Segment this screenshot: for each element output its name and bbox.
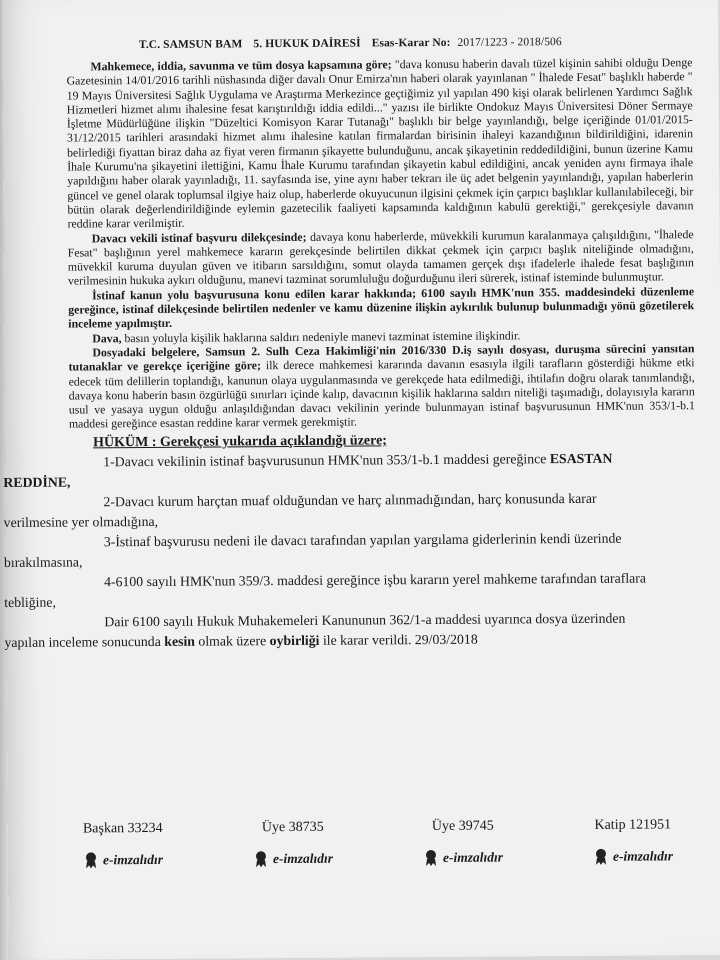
closing-statement: Dair 6100 sayılı Hukuk Muhakemeleri Kanununun 362/1-a maddesi uyarınca dosya üzerinden yapılan inceleme sonucunda kesin olmak üzere oybirliği ile karar verildi. 29/03/2018 (4, 610, 626, 650)
paragraph-court-reasoning: Mahkemece, iddia, savunma ve tüm dosya kapsamına göre; "dava konusu haberin davalı tüzel kişinin sahibi olduğu Denge Gazetesinin 14/01/2016 tarihli nüshasında diğer davalı Onur Emirza'nın haberi olarak yayınlanan " İhalede Fesat" başlıklı haberde " 19 Mayıs Üniversitesi Sağlık Uygulama ve Araştırma Merkezince geçtiğimiz yıl yapılan 490 kişi olarak belirlenen Yardımcı Sağlık Hizmetleri hizmet alımı ihalesine fesat karıştırıldığı iddia edildi..." yazısı ile birlikte Ondokuz Mayıs Üniversitesi Döner Sermaye İşletme Müdürlüğüne ilişkin "Düzeltici Komisyon Karar Tutanağı" başlıklı bir belge yayınlandığı, belge içeriğinde 01/01/2015-31/12/2015 tarihleri arasındaki hizmet alımı ihalesine katılan firmalardan birisinin ihaleyi kazandığının bildirildiğini, idarenin belirlediği fiyattan biraz daha az fiyat veren firmanın şikayette bulunduğunu, ancak şikayetinin reddedildiğini, bunun üzerine Kamu İhale Kurumu'na şikayetini ilettiğini, Kamu İhale Kurumu tarafından şikayetin kabul edildiğini, ancak yeniden aynı firmaya ihale yapıldığını haber olarak yayınladığı, 11. sayfasında ise, yine aynı haber tekrarı ile üç adet belgenin yayınlandığı, yapılan haberlerin güncel ve genel olarak toplumsal ilgiye haiz olup, haberlerde okuyucunun ilgisini çekmek için çarpıcı başlıklar kullanılabileceği, bir bütün olarak değerlendirildiğinde eylemin gazetecilik faaliyeti kapsamında kaldığının kabulü gerektiği," gerekçesiyle davanın reddine karar verilmiştir. (66, 55, 694, 231)
signer-role: Başkan 33234 (82, 820, 163, 837)
e-signature-seal-icon (253, 850, 269, 868)
document-page (2, 0, 720, 960)
document-body (3, 55, 696, 652)
judgment-item-4: 4-6100 sayılı HMK'nun 359/3. maddesi gereğince işbu kararın yerel mahkeme tarafından taraflara tebliğine, (4, 570, 647, 610)
paragraph-case-subject: Dava, basın yoluyla kişilik haklarına saldırı nedeniyle manevi tazminat istemine ilişkindir. (92, 328, 521, 346)
signer-role: Üye 39745 (431, 818, 494, 835)
signature-uye-1 (253, 820, 333, 874)
signer-role: Katip 121951 (594, 817, 672, 833)
e-signature-seal-icon (423, 849, 439, 867)
esign-mark: e-imzalıdır (253, 850, 333, 869)
judgment-item-1: 1-Davacı vekilinin istinaf başvurusunun HMK'nun 353/1-b.1 maddesi gereğince ESASTAN REDDİNE, (3, 450, 613, 490)
signature-uye-2 (423, 819, 503, 873)
signature-block (38, 817, 718, 875)
document-header (2, 35, 702, 52)
court-department: 5. HUKUK DAİRESİ (253, 37, 361, 51)
signature-baskan (83, 821, 163, 875)
judgment-heading: HÜKÜM : Gerekçesi yukarıda açıklandığı üzere; (93, 433, 387, 451)
judgment-item-3: 3-İstinaf başvurusu nedeni ile davacı tarafından yapılan yargılama giderlerinin kendi üzerinde bırakılmasına, (3, 530, 622, 570)
court-name: T.C. SAMSUN BAM (138, 38, 243, 52)
case-number: Esas-Karar No: 2017/1223 - 2018/506 (371, 36, 562, 50)
e-signature-seal-icon (83, 851, 99, 869)
paragraph-appeal-petition: Davacı vekili istinaf başvuru dilekçesinde; davaya konu haberlerde, müvekkili kurumun karalanmaya çalışıldığını, "İhalede Fesat" başlığının yerel mahkemece kararın gerekçesinde belirtilen dikkat çekmek için çarpıcı başlık niteliğinde olmadığını, müvekkil kuruma duyulan güven ve itibarın sarsıldığını, somut olayda tamamen gerçek dışı ifadelerle ihalede fesat başlığının verilmesinin hukuka aykırı olduğunu, manevi tazminat sorumluluğu doğurduğunu ileri sürerek, istinaf isteminde bulunmuştur. (67, 226, 694, 288)
esign-mark: e-imzalıdır (83, 851, 163, 870)
esign-mark: e-imzalıdır (423, 849, 503, 868)
esign-mark: e-imzalıdır (593, 847, 673, 866)
e-signature-seal-icon (593, 848, 609, 866)
signature-katip (593, 817, 673, 871)
paragraph-appeal-review: İstinaf kanun yolu başvurusuna konu edilen karar hakkında; 6100 sayılı HMK'nun 355. maddesindeki düzenleme gereğince, istinaf dilekçesinde belirtilen nedenler ve kamu düzenine ilişkin aykırılık bulunup bulunmadığı yönü gözetilerek inceleme yapılmıştır. (68, 283, 695, 331)
signer-role: Üye 38735 (261, 819, 324, 836)
paragraph-evaluation: Dosyadaki belgelere, Samsun 2. Sulh Ceza Hakimliği'nin 2016/330 D.iş sayılı dosyası, duruşma sürecini yansıtan tutanaklar ve gerekçe içeriğine göre; ilk derece mahkemesi kararında davanın esasıyla ilgili tarafların gösterdiği hükme etki edecek tüm delillerin toplandığı, kanunun olaya uygulanmasında ve gerekçede hata edilmediği, ihtilafın doğru olarak tanımlandığı, davaya konu haberin basın özgürlüğü sınırları içinde kalıp, davacının kişilik haklarına saldırı niteliği taşımadığı, dolayısıyla kararın usul ve yasaya uygun olduğu anlaşıldığından davacı vekilinin yerinde bulunmayan istinaf başvurusunun HMK'nun 353/1-b.1 maddesi gereğince esastan reddine karar vermek gerekmiştir. (68, 341, 695, 431)
judgment-item-2: 2-Davacı kurum harçtan muaf olduğundan ve harç alınmadığından, harç konusunda karar verilmesine yer olmadığına, (3, 490, 597, 530)
